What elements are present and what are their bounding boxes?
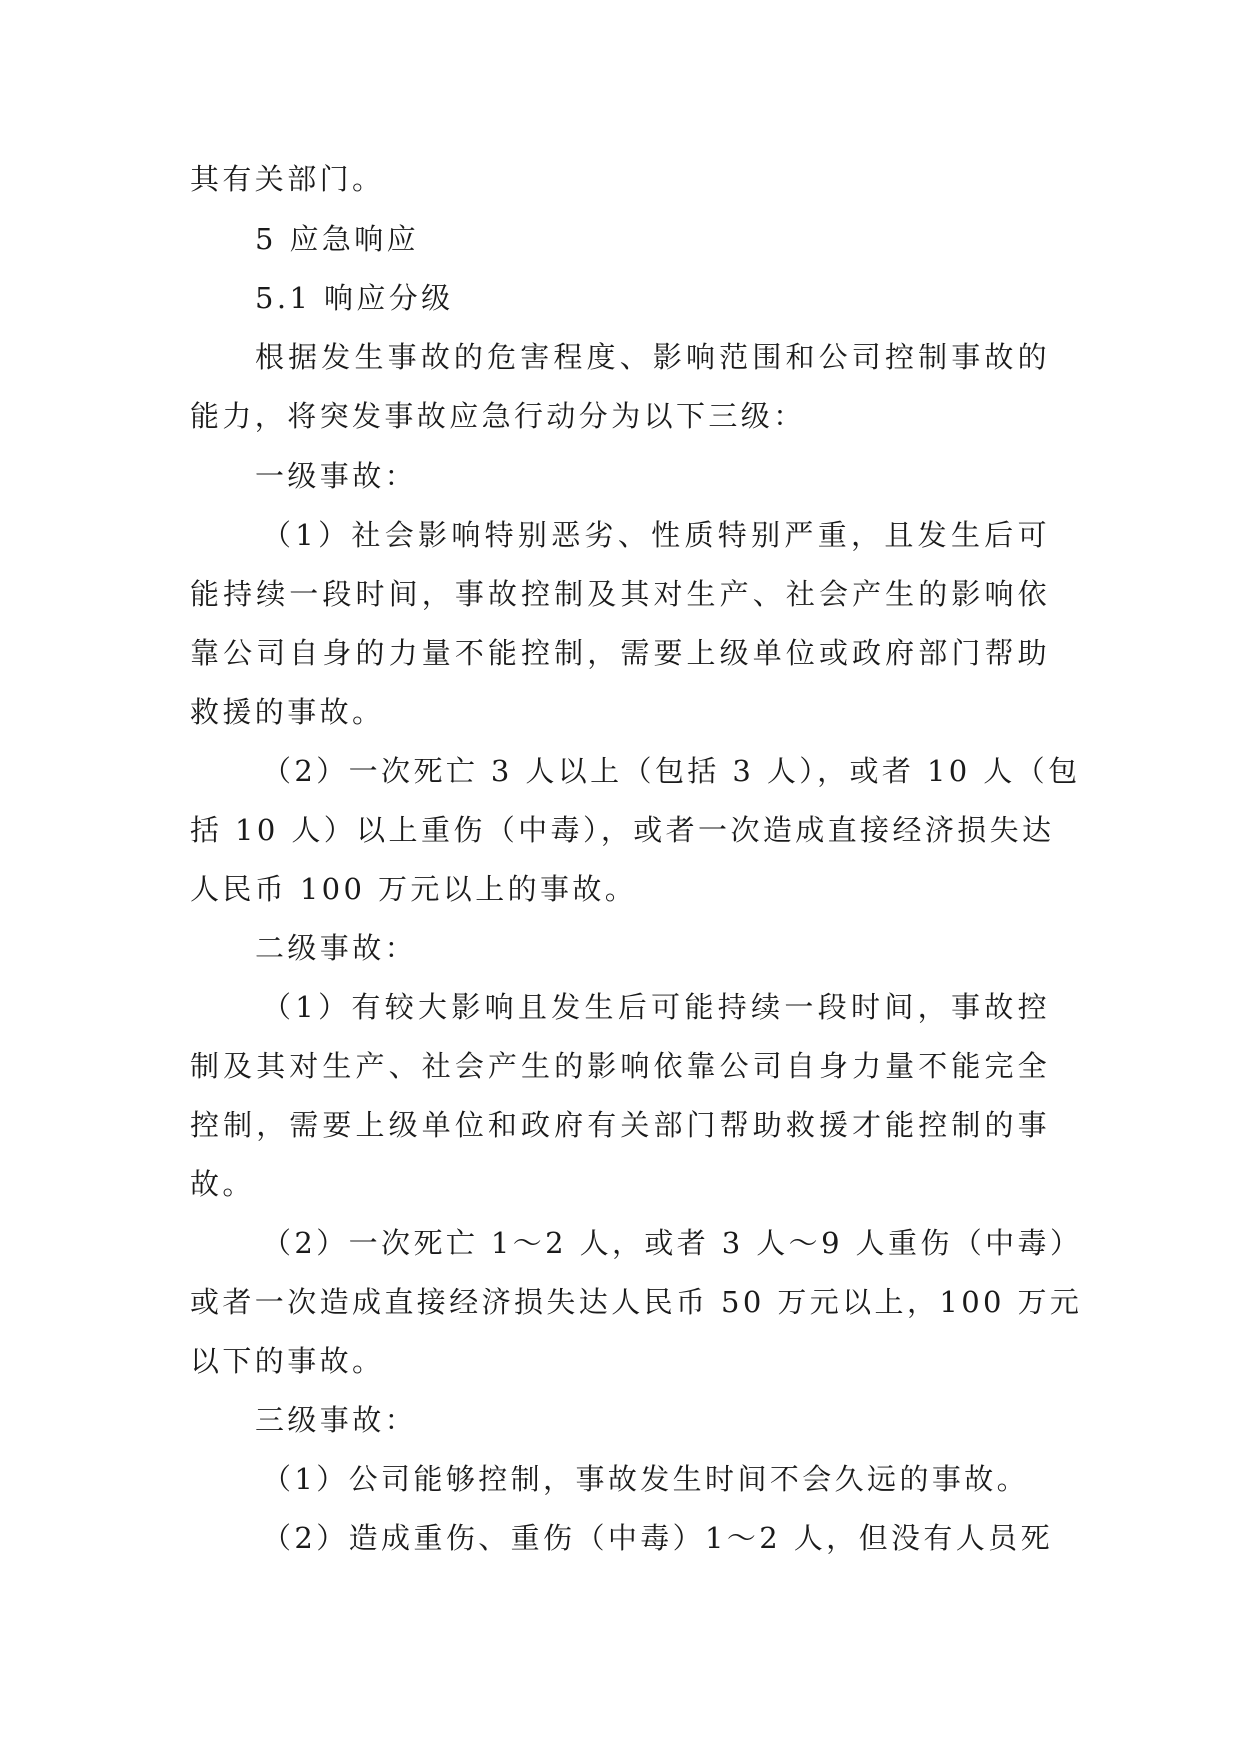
subsection-heading: 5.1 响应分级 bbox=[255, 281, 454, 315]
paragraph-line: 根据发生事故的危害程度、影响范围和公司控制事故的 bbox=[255, 340, 1050, 374]
paragraph-line: （1）公司能够控制，事故发生时间不会久远的事故。 bbox=[262, 1462, 1030, 1496]
paragraph-line: 故。 bbox=[190, 1167, 255, 1201]
paragraph-line: 人民币 100 万元以上的事故。 bbox=[190, 872, 638, 906]
paragraph-line: 其有关部门。 bbox=[190, 162, 385, 196]
paragraph-line: 救援的事故。 bbox=[190, 695, 385, 729]
paragraph-line: （1）有较大影响且发生后可能持续一段时间，事故控 bbox=[262, 990, 1050, 1024]
paragraph-line: 控制，需要上级单位和政府有关部门帮助救援才能控制的事 bbox=[190, 1108, 1050, 1142]
level-heading: 二级事故： bbox=[255, 931, 418, 965]
level-heading: 一级事故： bbox=[255, 459, 418, 493]
paragraph-line: （2）造成重伤、重伤（中毒）1～2 人，但没有人员死 bbox=[262, 1521, 1053, 1555]
paragraph-line: 括 10 人）以上重伤（中毒），或者一次造成直接经济损失达 bbox=[190, 813, 1055, 847]
paragraph-line: 能力，将突发事故应急行动分为以下三级： bbox=[190, 399, 806, 433]
section-heading: 5 应急响应 bbox=[255, 222, 420, 256]
level-heading: 三级事故： bbox=[255, 1403, 418, 1437]
paragraph-line: （1）社会影响特别恶劣、性质特别严重，且发生后可 bbox=[262, 518, 1050, 552]
paragraph-line: 靠公司自身的力量不能控制，需要上级单位或政府部门帮助 bbox=[190, 636, 1050, 670]
paragraph-line: 制及其对生产、社会产生的影响依靠公司自身力量不能完全 bbox=[190, 1049, 1050, 1083]
paragraph-line: 以下的事故。 bbox=[190, 1344, 385, 1378]
paragraph-line: 或者一次造成直接经济损失达人民币 50 万元以上，100 万元 bbox=[190, 1285, 1083, 1319]
paragraph-line: （2）一次死亡 1～2 人，或者 3 人～9 人重伤（中毒） bbox=[262, 1226, 1083, 1260]
paragraph-line: （2）一次死亡 3 人以上（包括 3 人），或者 10 人（包 bbox=[262, 754, 1081, 788]
paragraph-line: 能持续一段时间，事故控制及其对生产、社会产生的影响依 bbox=[190, 577, 1050, 611]
